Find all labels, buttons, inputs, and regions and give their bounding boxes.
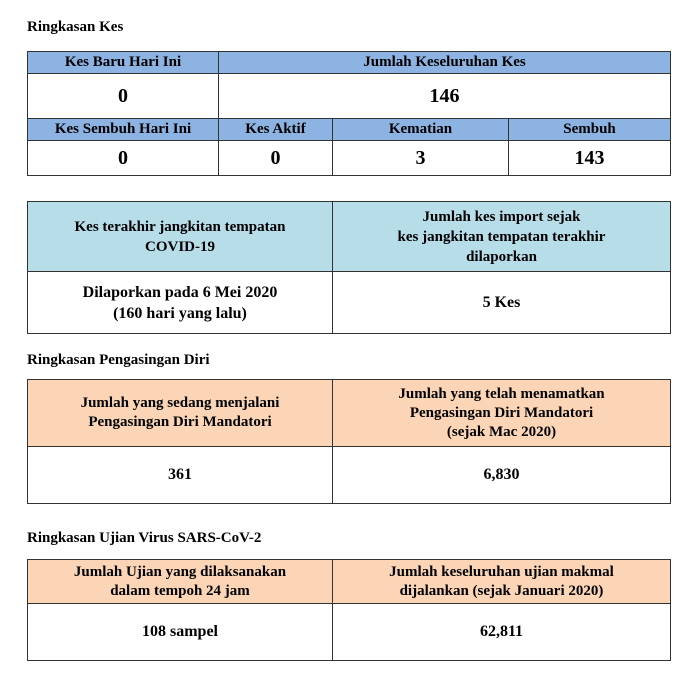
header-kes-import-line1: Jumlah kes import sejak [422, 208, 581, 225]
section-title-ujian-virus: Ringkasan Ujian Virus SARS-CoV-2 [27, 530, 262, 546]
header-sedang-menjalani-line1: Jumlah yang sedang menjalani [80, 395, 280, 411]
header-jumlah-kes-import [333, 202, 671, 272]
header-kes-aktif: Kes Aktif [219, 119, 333, 141]
local-infection-table [27, 201, 671, 334]
header-sedang-menjalani-line2: Pengasingan Diri Mandatori [88, 414, 272, 430]
value-ujian-keseluruhan: 62,811 [333, 604, 671, 661]
value-dilaporkan-line1: Dilaporkan pada 6 Mei 2020 [82, 283, 278, 301]
header-kes-import-line2: kes jangkitan tempatan terakhir [397, 228, 606, 245]
header-kematian: Kematian [333, 119, 509, 141]
value-kes-baru: 0 [28, 74, 219, 119]
header-telah-menamatkan [333, 380, 671, 447]
header-kes-terakhir-tempatan [28, 202, 333, 272]
header-kes-terakhir-line1: Kes terakhir jangkitan tempatan [74, 218, 286, 235]
case-summary-table [27, 51, 671, 176]
value-kematian: 3 [333, 141, 509, 176]
value-sembuh: 143 [509, 141, 671, 176]
header-kes-terakhir-line2: COVID-19 [145, 238, 215, 255]
value-telah-menamatkan: 6,830 [333, 447, 671, 504]
section-title-ringkasan-kes: Ringkasan Kes [27, 19, 124, 35]
virus-test-table [27, 559, 671, 661]
value-dilaporkan [28, 272, 333, 334]
value-jumlah-keseluruhan: 146 [219, 74, 671, 119]
header-sembuh: Sembuh [509, 119, 671, 141]
header-ujian-keseluruhan-line1: Jumlah keseluruhan ujian makmal [389, 563, 614, 580]
header-telah-menamatkan-line2: Pengasingan Diri Mandatori [409, 404, 594, 421]
value-kes-aktif: 0 [219, 141, 333, 176]
value-ujian-24-jam: 108 sampel [28, 604, 333, 661]
header-kes-sembuh-hari-ini: Kes Sembuh Hari Ini [28, 119, 219, 141]
header-ujian-24-jam-line1: Jumlah Ujian yang dilaksanakan [73, 563, 287, 580]
header-kes-import-line3: dilaporkan [466, 248, 537, 265]
value-sedang-menjalani: 361 [28, 447, 333, 504]
header-telah-menamatkan-line1: Jumlah yang telah menamatkan [398, 385, 605, 402]
header-sedang-menjalani [28, 380, 333, 447]
self-isolation-table [27, 379, 671, 504]
section-title-pengasingan-diri: Ringkasan Pengasingan Diri [27, 352, 210, 368]
header-ujian-keseluruhan [333, 560, 671, 604]
value-kes-import: 5 Kes [333, 272, 671, 334]
header-jumlah-keseluruhan: Jumlah Keseluruhan Kes [219, 52, 671, 74]
header-ujian-24-jam [28, 560, 333, 604]
value-kes-sembuh-hari-ini: 0 [28, 141, 219, 176]
value-dilaporkan-line2: (160 hari yang lalu) [113, 304, 247, 322]
header-telah-menamatkan-line3: (sejak Mac 2020) [446, 423, 557, 440]
header-ujian-keseluruhan-line2: dijalankan (sejak Januari 2020) [399, 582, 604, 599]
header-ujian-24-jam-line2: dalam tempoh 24 jam [110, 582, 250, 599]
header-kes-baru: Kes Baru Hari Ini [28, 52, 219, 74]
